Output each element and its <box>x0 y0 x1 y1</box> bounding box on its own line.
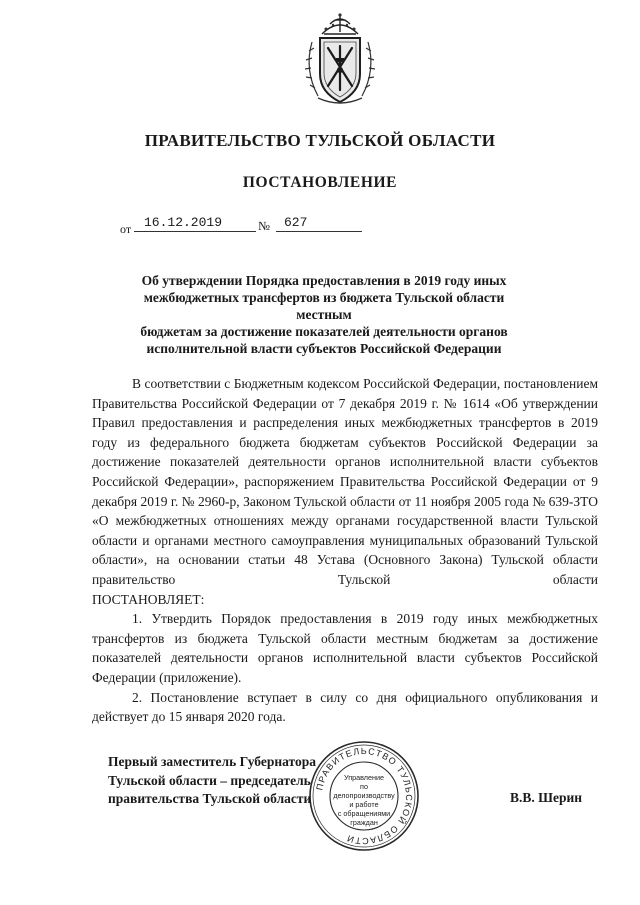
subject-line: исполнительной власти субъектов Российской Федерации <box>146 341 502 356</box>
subject-line: Об утверждении Порядка предоставления в 2019 году иных <box>141 273 507 288</box>
signatory-position <box>108 753 348 809</box>
stamp-line: с обращениями <box>337 809 391 818</box>
subject-line: межбюджетных трансфертов из бюджета Тульской области местным <box>143 290 505 322</box>
document-number: 627 <box>276 214 362 232</box>
preamble-paragraph: В соответствии с Бюджетным кодексом Российской Федерации, постановлением Правительства Российской Федерации от 7 декабря 2019 г. № 1614 «Об утверждении Правил предоставления и распределения иных межбюджетных трансфертов в 2019 году из федерального бюджета бюджетам субъектов Российской Федерации за достижение показателей деятельности органов исполнительной власти субъектов Российской Федерации», распоряжением Правительства Российской Федерации от 9 декабря 2019 г. № 2960-р, Законом Тульской области от 11 ноября 2005 года № 639-ЗТО «О межбюджетных отношениях между органами государственной власти Тульской области и органами местного самоуправления муниципальных образований Тульской области», на основании статьи 48 Устава (Основного Закона) Тульской области правительство Тульской области <box>92 376 598 587</box>
document-type: ПОСТАНОВЛЕНИЕ <box>242 174 398 191</box>
item-1-paragraph: 1. Утвердить Порядок предоставления в 2019 году иных межбюджетных трансфертов из бюджета Тульской области местным бюджетам за достижение показателей деятельности органов исполнительной власти субъектов Российской Федерации (приложение). <box>92 611 598 685</box>
document-date: 16.12.2019 <box>134 214 256 232</box>
number-sign: № <box>258 219 270 233</box>
date-prefix: от <box>120 222 132 236</box>
resolves-line: ПОСТАНОВЛЯЕТ: <box>92 591 205 607</box>
item-2-paragraph: 2. Постановление вступает в силу со дня официального опубликования и действует до 15 января 2020 года. <box>92 689 598 725</box>
signatory-line: Первый заместитель Губернатора <box>108 754 316 769</box>
stamp-line: Управление <box>344 773 384 782</box>
signatory-line: Тульской области – председатель <box>108 772 311 788</box>
stamp-line: граждан <box>350 818 378 827</box>
coat-of-arms-icon <box>300 12 380 108</box>
signatory-name: В.В. Шерин <box>510 790 583 805</box>
subject-line: бюджетам за достижение показателей деятельности органов <box>140 324 508 339</box>
signatory-line: правительства Тульской области <box>108 791 312 806</box>
document-body <box>92 374 598 727</box>
stamp-ring-text: ПРАВИТЕЛЬСТВО ТУЛЬСКОЙ ОБЛАСТИ <box>314 745 415 847</box>
document-subject <box>118 272 530 357</box>
government-title: ПРАВИТЕЛЬСТВО ТУЛЬСКОЙ ОБЛАСТИ <box>144 131 496 150</box>
stamp-line: по делопроизводству <box>333 782 395 800</box>
stamp-line: и работе <box>349 800 379 809</box>
